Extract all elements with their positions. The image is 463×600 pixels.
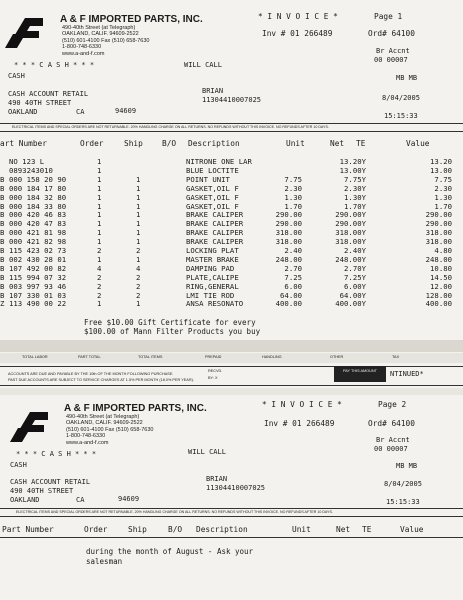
line-description: GASKET,OIL F <box>186 201 239 211</box>
line-ship: 4 <box>136 263 141 273</box>
line-order: 2 <box>97 272 102 282</box>
line-net: 7.25Y <box>344 272 366 282</box>
customer-name: BRIAN <box>206 475 228 483</box>
line-net: 1.70Y <box>344 201 366 211</box>
br-account-number: 00 00007 <box>374 56 408 64</box>
line-unit: 64.00 <box>280 290 302 300</box>
line-part-number: 107 492 00 82 <box>9 263 67 273</box>
will-call: WILL CALL <box>188 448 226 456</box>
line-prefix: B <box>0 281 5 291</box>
line-part-number: 000 421 81 98 <box>9 228 67 238</box>
company-web: www.a-and-f.com <box>62 50 105 57</box>
col-order: Order <box>84 525 108 534</box>
handling-label: HANDLING <box>262 355 282 359</box>
col-bo: B/O <box>168 525 183 534</box>
line-net: 400.00Y <box>335 299 366 309</box>
total-labor-label: TOTAL LABOR <box>22 355 48 359</box>
line-description: BRAKE CALIPER <box>186 210 244 220</box>
column-headers <box>0 525 463 534</box>
line-value: 13.00 <box>430 165 452 175</box>
table-row <box>0 175 463 184</box>
will-call: WILL CALL <box>184 61 222 69</box>
account-state: CA <box>76 108 85 116</box>
company-name: A & F IMPORTED PARTS, INC. <box>60 14 203 25</box>
line-ship: 1 <box>136 183 141 193</box>
line-value: 318.00 <box>425 237 452 247</box>
line-prefix: B <box>0 290 5 300</box>
af-logo <box>8 406 52 444</box>
line-description: ANSA RESONATO <box>186 299 244 309</box>
line-value: 290.00 <box>425 219 452 229</box>
line-description: LOCKING PLAT <box>186 246 239 255</box>
invoice-page-2 <box>0 398 463 600</box>
company-tollfree: 1-800-748-6330 <box>66 433 106 440</box>
line-unit: 1.30 <box>284 192 302 202</box>
account-state: CA <box>76 496 85 504</box>
invoice-title: * I N V O I C E * <box>258 12 338 21</box>
fine-print: ELECTRICAL ITEMS AND SPECIAL ORDERS ARE NOT RETURNABLE. 20% HANDLING CHARGE ON ALL RETURNS. NO REFUNDS WITHOUT THIS INVOICE. NO REFUNDS AFTER 10 DAYS. <box>12 125 329 129</box>
table-row <box>0 202 463 211</box>
line-part-number: 115 994 07 32 <box>9 272 67 282</box>
col-unit: Unit <box>286 139 305 148</box>
prepaid-label: PREPAID <box>205 355 222 359</box>
line-order: 1 <box>97 157 102 166</box>
line-ship: 2 <box>136 246 141 255</box>
line-part-number: 000 420 46 83 <box>9 210 67 220</box>
line-unit: 290.00 <box>275 219 302 229</box>
line-description: BRAKE CALIPER <box>186 237 244 247</box>
company-name: A & F IMPORTED PARTS, INC. <box>64 403 207 414</box>
line-unit: 318.00 <box>275 237 302 247</box>
line-part-number: 115 423 02 73 <box>9 246 67 255</box>
line-description: MASTER BRAKE <box>186 254 239 264</box>
line-value: 10.80 <box>430 263 452 273</box>
col-net: Net <box>330 139 345 148</box>
line-part-number: NO 123 L <box>9 157 45 166</box>
company-web: www.a-and-f.com <box>66 439 109 446</box>
account-name: CASH ACCOUNT RETAIL <box>10 478 91 486</box>
note-line-2: salesman <box>86 557 123 566</box>
line-part-number: 000 184 32 80 <box>9 192 67 202</box>
line-prefix: B <box>0 219 5 229</box>
line-ship: 1 <box>136 174 141 184</box>
line-ship: 1 <box>136 228 141 238</box>
table-row <box>0 282 463 291</box>
other-label: OTHER <box>330 355 344 359</box>
col-value: Value <box>400 525 424 534</box>
tax-label: TAX <box>392 355 400 359</box>
line-value: 128.00 <box>425 290 452 300</box>
line-order: 2 <box>97 290 102 300</box>
divider <box>0 366 463 367</box>
divider <box>0 123 463 124</box>
line-net: 290.00Y <box>335 219 366 229</box>
signature-label: BY: X <box>208 376 218 380</box>
company-street: 490-40th Street (at Telegraph) <box>62 25 136 31</box>
line-value: 1.30 <box>434 192 452 202</box>
line-value: 7.75 <box>434 174 452 184</box>
fine-print: ELECTRICAL ITEMS AND SPECIAL ORDERS ARE NOT RETURNABLE. 20% HANDLING CHARGE ON ALL RETURNS. NO REFUNDS WITHOUT THIS INVOICE. NO REFUNDS AFTER 10 DAYS. <box>16 510 333 514</box>
line-part-number: 000 184 33 80 <box>9 201 67 211</box>
line-order: 1 <box>97 210 102 220</box>
line-order: 1 <box>97 201 102 211</box>
line-prefix: B <box>0 228 5 238</box>
line-unit: 7.25 <box>284 272 302 282</box>
line-unit: 2.70 <box>284 263 302 273</box>
line-description: POINT UNIT <box>186 174 230 184</box>
line-unit: 318.00 <box>275 228 302 238</box>
invoice-time: 15:15:33 <box>386 498 420 506</box>
payment-type: CASH <box>10 461 27 469</box>
customer-name: BRIAN <box>202 87 224 95</box>
line-description: PLATE,CALIPE <box>186 272 239 282</box>
line-prefix: B <box>0 183 5 193</box>
line-value: 12.00 <box>430 281 452 291</box>
col-part-number: Part Number <box>2 525 54 534</box>
line-description: GASKET,OIL F <box>186 192 239 202</box>
table-row <box>0 255 463 264</box>
line-prefix: B <box>0 210 5 220</box>
line-ship: 1 <box>136 254 141 264</box>
line-part-number: 000 184 17 80 <box>9 183 67 193</box>
divider <box>0 508 463 509</box>
line-value: 248.00 <box>425 254 452 264</box>
promo-line-2: $100.00 of Mann Filter Products you buy <box>84 327 261 336</box>
col-bo: B/O <box>162 139 177 148</box>
cash-header: * * * C A S H * * * <box>16 450 97 458</box>
line-value: 400.00 <box>425 299 452 309</box>
totals-band <box>0 340 463 352</box>
customer-phone: 11304410007025 <box>202 96 262 104</box>
col-ship: Ship <box>128 525 147 534</box>
note-line-1: during the month of August - Ask your <box>86 547 254 556</box>
line-ship: 2 <box>136 272 141 282</box>
table-row <box>0 228 463 237</box>
line-ship: 2 <box>136 281 141 291</box>
line-part-number: 003 997 93 46 <box>9 281 67 291</box>
mb-code: MB MB <box>396 74 418 82</box>
table-row <box>0 193 463 202</box>
line-order: 2 <box>97 281 102 291</box>
line-unit: 400.00 <box>275 299 302 309</box>
line-prefix: B <box>0 174 5 184</box>
line-value: 2.30 <box>434 183 452 193</box>
table-row <box>0 246 463 255</box>
line-description: NITRONE ONE LAR <box>186 157 252 166</box>
divider <box>0 131 463 132</box>
company-phone: (510) 601-4100 Fax (510) 658-7630 <box>62 37 150 44</box>
terms-line-2: PAST DUE ACCOUNTS ARE SUBJECT TO SERVICE CHARGES AT 1.5% PER MONTH (18.0% PER YEAR). <box>8 378 194 382</box>
line-order: 1 <box>97 174 102 184</box>
line-ship: 2 <box>136 290 141 300</box>
account-zip: 94609 <box>115 107 137 115</box>
af-logo <box>3 12 47 50</box>
line-order: 1 <box>97 165 102 175</box>
line-prefix: B <box>0 246 5 255</box>
line-ship: 1 <box>136 219 141 229</box>
account-city: OAKLAND <box>10 496 40 504</box>
line-order: 1 <box>97 254 102 264</box>
line-part-number: 000 421 82 98 <box>9 237 67 247</box>
table-row <box>0 291 463 300</box>
line-prefix: B <box>0 254 5 264</box>
line-unit: 290.00 <box>275 210 302 220</box>
terms-line-1: ACCOUNTS ARE DUE AND PAYABLE BY THE 10th OF THE MONTH FOLLOWING PURCHASE. <box>8 372 174 376</box>
customer-phone: 11304410007025 <box>206 484 266 492</box>
table-row <box>0 166 463 175</box>
br-account-label: Br Accnt <box>376 436 410 444</box>
account-street: 490 40TH STREET <box>8 99 72 107</box>
line-net: 64.00Y <box>339 290 366 300</box>
line-ship: 1 <box>136 192 141 202</box>
company-tollfree: 1-800-748-6330 <box>62 44 102 51</box>
col-part-number: art Number <box>0 139 47 148</box>
line-prefix: B <box>0 201 5 211</box>
line-description: RING,GENERAL <box>186 281 239 291</box>
line-net: 248.00Y <box>335 254 366 264</box>
line-unit: 2.40 <box>284 246 302 255</box>
table-row <box>0 219 463 228</box>
line-part-number: 107 330 01 03 <box>9 290 67 300</box>
invoice-time: 15:15:33 <box>384 112 418 120</box>
col-value: Value <box>406 139 430 148</box>
col-net: Net <box>336 525 351 534</box>
col-unit: Unit <box>292 525 311 534</box>
line-value: 4.80 <box>434 246 452 255</box>
company-address <box>66 414 153 446</box>
line-prefix: B <box>0 272 5 282</box>
line-unit: 1.70 <box>284 201 302 211</box>
col-order: Order <box>80 139 104 148</box>
line-description: DAMPING PAD <box>186 263 235 273</box>
line-prefix: B <box>0 263 5 273</box>
line-description: BLUE LOCTITE <box>186 165 239 175</box>
line-order: 1 <box>97 192 102 202</box>
table-row <box>0 184 463 193</box>
line-part-number: 113 490 00 22 <box>9 299 67 309</box>
invoice-date: 8/04/2005 <box>384 480 422 488</box>
line-unit: 7.75 <box>284 174 302 184</box>
line-net: 13.20Y <box>339 157 366 166</box>
line-net: 2.30Y <box>344 183 366 193</box>
invoice-number: Inv # 01 266489 <box>262 29 333 38</box>
line-order: 4 <box>97 263 102 273</box>
invoice-date: 8/04/2005 <box>382 94 420 102</box>
line-ship: 1 <box>136 299 141 309</box>
line-ship: 1 <box>136 210 141 220</box>
line-unit: 248.00 <box>275 254 302 264</box>
line-ship: 1 <box>136 237 141 247</box>
br-account-label: Br Accnt <box>376 47 410 55</box>
page-separator <box>0 388 463 395</box>
col-description: Description <box>188 139 240 148</box>
line-prefix: B <box>0 192 5 202</box>
line-order: 1 <box>97 299 102 309</box>
line-prefix: Z <box>0 299 5 309</box>
line-value: 14.50 <box>430 272 452 282</box>
line-unit: 2.30 <box>284 183 302 193</box>
page-number: Page 1 <box>374 12 403 21</box>
line-net: 13.00Y <box>339 165 366 175</box>
order-number: Ord# 64100 <box>368 29 415 38</box>
pay-amount-box <box>334 366 386 382</box>
table-row <box>0 299 463 308</box>
part-total-label: PART TOTAL <box>78 355 101 359</box>
line-order: 2 <box>97 246 102 255</box>
received-label: RECVD. <box>208 369 223 373</box>
line-net: 290.00Y <box>335 210 366 220</box>
col-te: TE <box>356 139 366 148</box>
col-te: TE <box>362 525 372 534</box>
company-street: 490-40th Street (at Telegraph) <box>66 414 140 420</box>
line-description: BRAKE CALIPER <box>186 228 244 238</box>
invoice-title: * I N V O I C E * <box>262 400 342 409</box>
line-part-number: 000 420 47 83 <box>9 219 67 229</box>
table-row <box>0 237 463 246</box>
line-description: GASKET,OIL F <box>186 183 239 193</box>
promo-line-1: Free $10.00 Gift Certificate for every <box>84 318 256 327</box>
mb-code: MB MB <box>396 462 418 470</box>
col-description: Description <box>196 525 248 534</box>
line-value: 318.00 <box>425 228 452 238</box>
table-row <box>0 273 463 282</box>
line-order: 1 <box>97 183 102 193</box>
table-row <box>0 157 463 166</box>
col-ship: Ship <box>124 139 143 148</box>
line-net: 2.70Y <box>344 263 366 273</box>
payment-type: CASH <box>8 72 25 80</box>
account-name: CASH ACCOUNT RETAIL <box>8 90 89 98</box>
divider <box>0 516 463 517</box>
line-prefix: B <box>0 237 5 247</box>
line-order: 1 <box>97 237 102 247</box>
order-number: Ord# 64100 <box>368 419 415 428</box>
line-net: 6.00Y <box>344 281 366 291</box>
line-value: 290.00 <box>425 210 452 220</box>
line-net: 1.30Y <box>344 192 366 202</box>
column-headers <box>0 139 463 148</box>
line-value: 1.70 <box>434 201 452 211</box>
divider <box>0 537 463 538</box>
account-street: 490 40TH STREET <box>10 487 74 495</box>
line-net: 2.40Y <box>344 246 366 255</box>
invoice-number: Inv # 01 266489 <box>264 419 335 428</box>
line-ship: 1 <box>136 201 141 211</box>
page-number: Page 2 <box>378 400 407 409</box>
company-city: OAKLAND, CALIF. 94609-2522 <box>62 31 139 38</box>
line-order: 1 <box>97 228 102 238</box>
table-row <box>0 264 463 273</box>
line-description: BRAKE CALIPER <box>186 219 244 229</box>
line-part-number: 000 158 20 90 <box>9 174 67 184</box>
account-city: OAKLAND <box>8 108 38 116</box>
totals-headers <box>0 353 463 363</box>
line-value: 13.20 <box>430 157 452 166</box>
line-net: 318.00Y <box>335 228 366 238</box>
line-part-number: 0893243010 <box>9 165 53 175</box>
cash-header: * * * C A S H * * * <box>14 61 95 69</box>
line-part-number: 002 430 28 01 <box>9 254 67 264</box>
line-order: 1 <box>97 219 102 229</box>
line-unit: 6.00 <box>284 281 302 291</box>
total-items-label: TOTAL ITEMS <box>138 355 163 359</box>
pay-amount-label: PAY THIS AMOUNT <box>343 369 377 373</box>
continued-label: NTINUED* <box>390 370 424 378</box>
account-zip: 94609 <box>118 495 140 503</box>
line-net: 318.00Y <box>335 237 366 247</box>
line-description: LMI TIE ROD <box>186 290 235 300</box>
table-row <box>0 210 463 219</box>
br-account-number: 00 00007 <box>374 445 408 453</box>
divider <box>0 385 463 386</box>
line-net: 7.75Y <box>344 174 366 184</box>
company-city: OAKLAND, CALIF. 94609-2522 <box>66 420 143 427</box>
company-address <box>62 25 149 57</box>
company-phone: (510) 601-4100 Fax (510) 658-7630 <box>66 426 154 433</box>
